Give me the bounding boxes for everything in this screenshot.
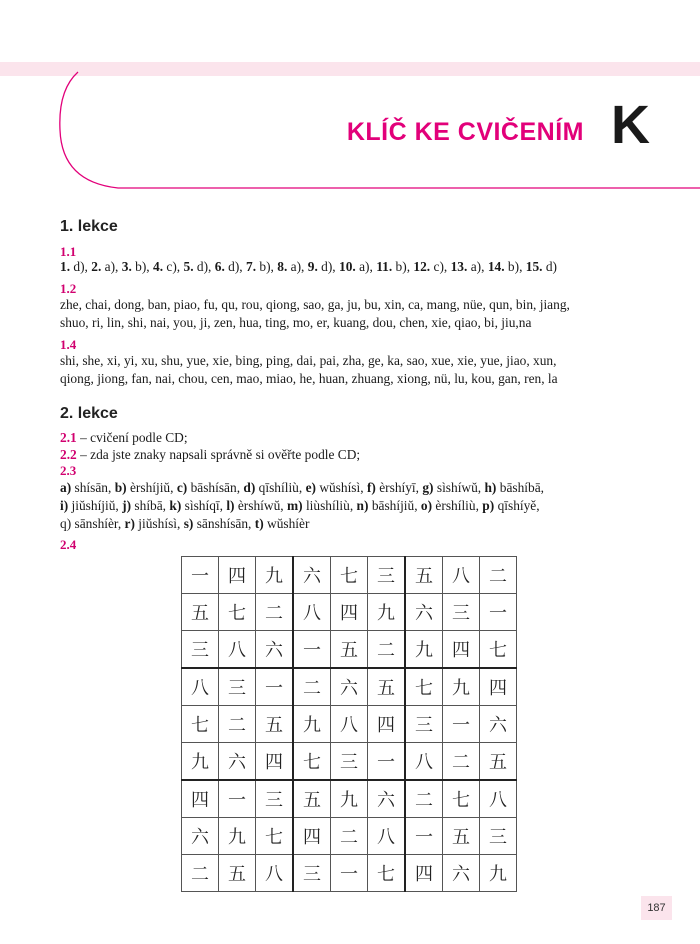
exercise-2-3-line-1 [60,479,544,497]
grid-cell: 二 [256,594,294,631]
grid-cell: 二 [182,855,219,892]
answer-number: 3. [121,259,132,274]
grid-cell: 二 [368,631,406,669]
grid-row [182,706,517,743]
grid-cell: 四 [219,557,256,594]
grid-cell: 四 [443,631,480,669]
grid-cell: 四 [293,818,331,855]
grid-row [182,631,517,669]
grid-cell: 六 [293,557,331,594]
grid-cell: 五 [368,668,406,706]
grid-cell: 八 [331,706,368,743]
answer-value: èrshíwŭ, [234,498,287,513]
grid-cell: 六 [256,631,294,669]
answer-value: b), [131,259,153,274]
answer-key: j) [122,498,132,513]
answer-value: bāshíjiŭ, [368,498,421,513]
grid-cell: 六 [182,818,219,855]
answer-key: d) [243,480,256,495]
exercise-1-2-line-1: zhe, chai, dong, ban, piao, fu, qu, rou, qiong, sao, ga, ju, bu, xin, ca, mang, nüe, qun, bin, jiang, [60,297,570,312]
exercise-2-1 [60,429,188,447]
answer-value: b), [504,259,526,274]
grid-cell: 八 [480,780,517,818]
answer-value: liùshíliù, [302,498,357,513]
grid-cell: 六 [368,780,406,818]
exercise-1-1-answers [60,258,557,276]
answer-key: e) [305,480,316,495]
answer-number: 1. [60,259,71,274]
grid-cell: 二 [219,706,256,743]
answer-number: 13. [450,259,468,274]
exercise-2-2 [60,446,360,464]
grid-cell: 三 [182,631,219,669]
answer-key: n) [356,498,369,513]
answer-value: a), [287,259,308,274]
grid-cell: 八 [182,668,219,706]
grid-cell: 五 [182,594,219,631]
exercise-2-2-text: – zda jste znaky napsali správně si ověřte podle CD; [76,447,361,462]
grid-cell: 七 [368,855,406,892]
chapter-letter: K [611,95,650,155]
grid-cell: 五 [293,780,331,818]
answer-key: h) [484,480,497,495]
grid-cell: 一 [219,780,256,818]
answer-key: k) [169,498,182,513]
grid-cell: 七 [443,780,480,818]
answer-key: i) [60,498,69,513]
exercise-2-3-label: 2.3 [60,463,77,478]
answer-key: o) [420,498,433,513]
grid-cell: 二 [293,668,331,706]
grid-row [182,668,517,706]
grid-cell: 七 [256,818,294,855]
answer-key: g) [422,480,434,495]
grid-row [182,818,517,855]
answer-key: p) [482,498,495,513]
answer-value: sānshísān, [193,516,255,531]
exercise-2-1-label: 2.1 [60,430,77,445]
grid-cell: 九 [443,668,480,706]
grid-cell: 二 [443,743,480,781]
answer-key: t) [254,516,264,531]
chapter-title: KLÍČ KE CVIČENÍM [346,118,584,146]
answer-value: b), [392,259,414,274]
answer-number: 11. [376,259,393,274]
grid-cell: 七 [219,594,256,631]
grid-cell: 三 [480,818,517,855]
exercise-1-4-label: 1.4 [60,337,77,352]
grid-cell: 六 [480,706,517,743]
answer-value: jiŭshísì, [134,516,184,531]
grid-row [182,780,517,818]
answer-key: l) [226,498,235,513]
grid-cell: 一 [405,818,443,855]
grid-cell: 三 [368,557,406,594]
grid-cell: 一 [256,668,294,706]
answer-value: èrshíliù, [432,498,483,513]
character-grid [181,556,517,892]
grid-cell: 二 [331,818,368,855]
grid-cell: 四 [405,855,443,892]
chapter-arc [0,0,700,200]
lesson-1-heading: 1. lekce [60,218,118,235]
answer-value: wŭshísì, [315,480,367,495]
page-number: 187 [641,896,672,920]
grid-cell: 九 [368,594,406,631]
answer-number: 12. [413,259,431,274]
exercise-2-4-label: 2.4 [60,537,77,552]
grid-cell: 八 [293,594,331,631]
exercise-2-1-text: – cvičení podle CD; [76,430,188,445]
exercise-2-3-line-3 [60,515,309,533]
exercise-2-3-line-2 [60,497,540,515]
grid-cell: 六 [405,594,443,631]
answer-key: b) [114,480,127,495]
grid-cell: 四 [331,594,368,631]
answer-value: d), [224,259,246,274]
grid-cell: 四 [256,743,294,781]
answer-number: 5. [183,259,194,274]
grid-cell: 三 [331,743,368,781]
answer-value: shísān, [71,480,115,495]
answer-value: shíbā, [131,498,170,513]
exercise-1-4-line-2: qiong, jiong, fan, nai, chou, cen, mao, miao, he, huan, zhuang, xiong, nü, lu, kou, gan, ren, la [60,371,558,386]
grid-cell: 二 [480,557,517,594]
grid-cell: 五 [331,631,368,669]
grid-row [182,855,517,892]
grid-cell: 七 [480,631,517,669]
grid-cell: 九 [293,706,331,743]
grid-cell: 五 [256,706,294,743]
grid-cell: 四 [480,668,517,706]
answer-key: m) [286,498,303,513]
answer-value: d), [70,259,92,274]
exercise-1-1-label: 1.1 [60,244,77,259]
grid-cell: 五 [443,818,480,855]
grid-cell: 一 [182,557,219,594]
answer-value: a), [355,259,377,274]
grid-cell: 三 [293,855,331,892]
grid-row [182,594,517,631]
grid-cell: 一 [293,631,331,669]
answer-key: a) [60,480,72,495]
grid-cell: 三 [219,668,256,706]
lesson-2-heading: 2. lekce [60,405,118,422]
grid-cell: 八 [443,557,480,594]
grid-cell: 三 [443,594,480,631]
grid-cell: 二 [405,780,443,818]
answer-value: èrshíjiŭ, [126,480,177,495]
answer-number: 9. [307,259,318,274]
grid-cell: 七 [182,706,219,743]
grid-cell: 九 [480,855,517,892]
exercise-2-2-label: 2.2 [60,447,77,462]
grid-cell: 七 [405,668,443,706]
grid-cell: 一 [368,743,406,781]
grid-cell: 三 [256,780,294,818]
answer-key: f) [366,480,376,495]
answer-number: 10. [339,259,356,274]
grid-cell: 六 [219,743,256,781]
grid-cell: 五 [219,855,256,892]
grid-cell: 四 [182,780,219,818]
grid-cell: 五 [480,743,517,781]
grid-cell: 九 [219,818,256,855]
answer-value: d), [317,259,339,274]
answer-number: 6. [214,259,225,274]
answer-key: c) [176,480,188,495]
answer-value: èrshíyī, [375,480,423,495]
answer-value: qīshíyě, [494,498,540,513]
grid-cell: 八 [368,818,406,855]
grid-cell: 九 [331,780,368,818]
answer-value: sìshíqī, [181,498,227,513]
grid-cell: 一 [443,706,480,743]
grid-cell: 九 [256,557,294,594]
grid-cell: 八 [256,855,294,892]
answer-value: wŭshíèr [263,516,310,531]
answer-value: bāshísān, [187,480,244,495]
answer-key: s) [183,516,194,531]
exercise-2-3-line-3-start: q) sānshíèr, [60,516,125,531]
answer-value: qīshíliù, [255,480,306,495]
answer-value: a), [101,259,122,274]
grid-row [182,557,517,594]
grid-cell: 三 [405,706,443,743]
grid-cell: 六 [331,668,368,706]
grid-cell: 九 [405,631,443,669]
answer-number: 14. [487,259,505,274]
answer-value: c), [163,259,184,274]
answer-number: 2. [91,259,102,274]
answer-number: 8. [277,259,288,274]
answer-value: c), [430,259,451,274]
grid-row [182,743,517,781]
answer-value: d) [542,259,558,274]
grid-cell: 九 [182,743,219,781]
grid-cell: 七 [331,557,368,594]
answer-value: d), [193,259,215,274]
answer-value: sìshíwŭ, [433,480,485,495]
grid-cell: 八 [219,631,256,669]
grid-cell: 六 [443,855,480,892]
exercise-1-4-line-1: shi, she, xi, yi, xu, shu, yue, xie, bing, ping, dai, pai, zha, ge, ka, sao, xue, xie, yue, jiao, xun, [60,353,557,368]
exercise-1-2-line-2: shuo, ri, lin, shi, nai, you, ji, zen, hua, ting, mo, er, kuang, dou, chen, xie, qiao, bi, jiu,na [60,315,532,330]
grid-cell: 一 [480,594,517,631]
answer-number: 7. [246,259,257,274]
exercise-2-3-line-3-rest [125,516,310,531]
grid-cell: 五 [405,557,443,594]
answer-value: a), [467,259,488,274]
answer-value: jiŭshíjiŭ, [68,498,123,513]
grid-cell: 八 [405,743,443,781]
grid-cell: 四 [368,706,406,743]
answer-value: bāshíbā, [496,480,545,495]
answer-key: r) [124,516,135,531]
grid-cell: 七 [293,743,331,781]
answer-number: 15. [525,259,543,274]
answer-number: 4. [153,259,164,274]
grid-cell: 一 [331,855,368,892]
answer-value: b), [256,259,278,274]
exercise-1-2-label: 1.2 [60,281,77,296]
